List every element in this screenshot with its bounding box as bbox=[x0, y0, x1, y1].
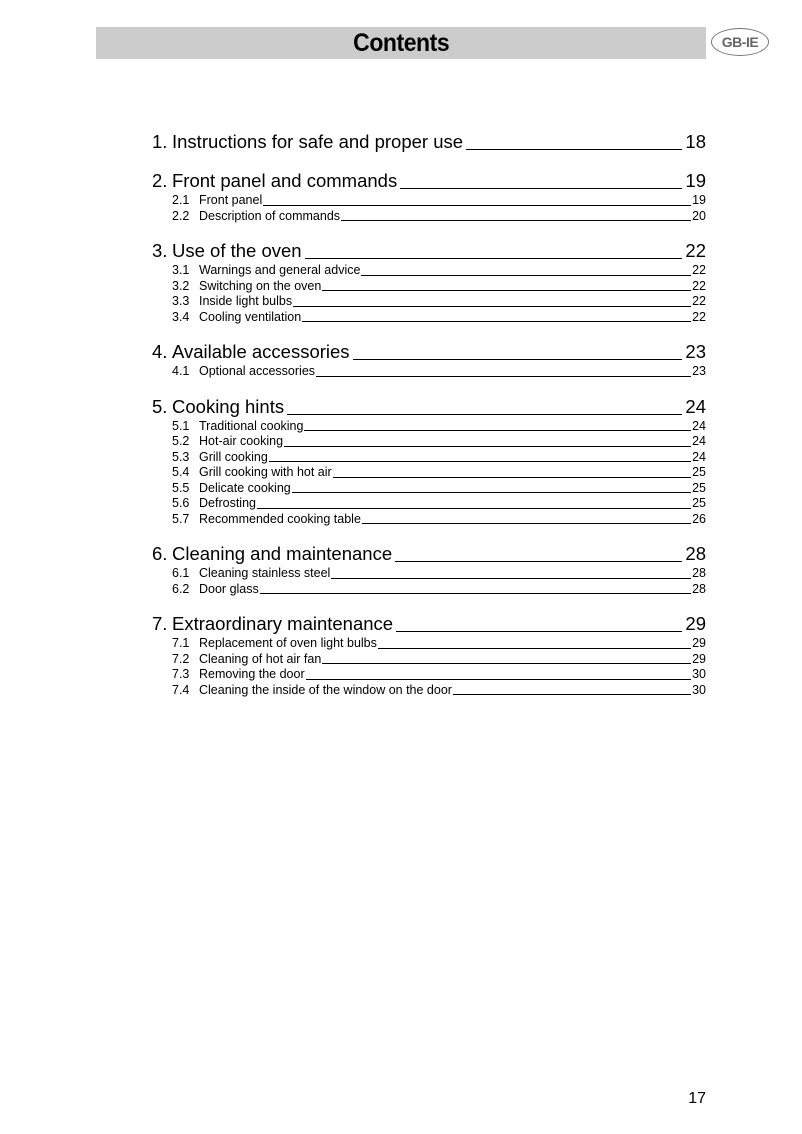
leader-line bbox=[362, 523, 691, 524]
entry-title: Extraordinary maintenance bbox=[172, 613, 394, 634]
toc-chapter-entry[interactable] bbox=[152, 612, 706, 636]
entry-title: Front panel and commands bbox=[172, 170, 398, 191]
leader-line bbox=[302, 321, 691, 322]
entry-number: 5. bbox=[152, 395, 168, 417]
toc-subsection-entry[interactable] bbox=[152, 193, 706, 209]
toc-section bbox=[152, 340, 706, 380]
leader-line bbox=[287, 414, 682, 415]
leader-line bbox=[257, 508, 691, 509]
toc-subsection-entry[interactable] bbox=[152, 652, 706, 668]
entry-number: 5.1 bbox=[172, 418, 190, 433]
entry-title: Optional accessories bbox=[199, 364, 316, 378]
entry-title: Warnings and general advice bbox=[199, 263, 361, 277]
entry-title: Cleaning the inside of the window on the door bbox=[199, 682, 452, 697]
entry-number: 5.3 bbox=[172, 449, 190, 464]
leader-line bbox=[316, 376, 691, 377]
leader-line bbox=[396, 631, 682, 632]
entry-title: Cleaning stainless steel bbox=[199, 566, 331, 580]
page-title: Contents bbox=[353, 28, 449, 57]
entry-title: Defrosting bbox=[199, 496, 256, 510]
entry-title: Hot-air cooking bbox=[199, 434, 284, 448]
entry-title: Traditional cooking bbox=[199, 418, 304, 433]
leader-line bbox=[306, 679, 691, 680]
toc-chapter-entry[interactable] bbox=[152, 130, 706, 154]
entry-number: 2.2 bbox=[172, 208, 190, 223]
toc-chapter-entry[interactable] bbox=[152, 542, 706, 566]
toc-section bbox=[152, 169, 706, 224]
entry-title: Front panel bbox=[199, 193, 263, 207]
leader-line bbox=[453, 694, 691, 695]
entry-page: 19 bbox=[685, 170, 706, 191]
toc-chapter-entry[interactable] bbox=[152, 395, 706, 419]
toc-section bbox=[152, 239, 706, 325]
leader-line bbox=[292, 492, 691, 493]
entry-page: 18 bbox=[685, 131, 706, 152]
page-number: 17 bbox=[688, 1090, 706, 1107]
toc-subsection-entry[interactable] bbox=[152, 683, 706, 699]
entry-page: 25 bbox=[692, 480, 706, 495]
entry-number: 6. bbox=[152, 543, 168, 564]
entry-number: 5.2 bbox=[172, 434, 190, 448]
entry-number: 5.5 bbox=[172, 480, 190, 495]
entry-page: 29 bbox=[685, 613, 706, 634]
entry-page: 22 bbox=[692, 278, 706, 293]
leader-line bbox=[322, 663, 691, 664]
entry-page: 24 bbox=[685, 395, 706, 417]
leader-line bbox=[395, 561, 682, 562]
entry-page: 28 bbox=[692, 581, 706, 596]
leader-line bbox=[260, 593, 691, 594]
leader-line bbox=[353, 359, 683, 360]
leader-line bbox=[304, 430, 691, 431]
entry-page: 30 bbox=[692, 667, 706, 681]
entry-page: 25 bbox=[692, 496, 706, 510]
entry-page: 28 bbox=[685, 543, 706, 564]
table-of-contents bbox=[152, 130, 706, 713]
leader-line bbox=[361, 275, 691, 276]
entry-number: 4. bbox=[152, 341, 168, 362]
toc-subsection-entry[interactable] bbox=[152, 263, 706, 279]
leader-line bbox=[263, 205, 691, 206]
entry-number: 7.3 bbox=[172, 667, 190, 681]
toc-subsection-entry[interactable] bbox=[152, 310, 706, 326]
entry-title: Cooling ventilation bbox=[199, 309, 302, 324]
entry-page: 29 bbox=[692, 651, 706, 666]
entry-title: Cooking hints bbox=[172, 395, 285, 417]
toc-subsection-entry[interactable] bbox=[152, 481, 706, 497]
entry-title: Removing the door bbox=[199, 667, 305, 681]
toc-subsection-entry[interactable] bbox=[152, 512, 706, 528]
entry-title: Use of the oven bbox=[172, 240, 302, 261]
toc-subsection-entry[interactable] bbox=[152, 450, 706, 466]
entry-title: Available accessories bbox=[172, 341, 350, 362]
toc-chapter-entry[interactable] bbox=[152, 340, 706, 364]
leader-line bbox=[466, 149, 682, 150]
entry-title: Switching on the oven bbox=[199, 278, 322, 293]
entry-number: 2. bbox=[152, 170, 168, 191]
entry-number: 7.2 bbox=[172, 651, 190, 666]
entry-title: Cleaning and maintenance bbox=[172, 543, 393, 564]
leader-line bbox=[333, 477, 691, 478]
leader-line bbox=[331, 578, 691, 579]
entry-number: 3.2 bbox=[172, 278, 190, 293]
toc-chapter-entry[interactable] bbox=[152, 169, 706, 193]
entry-number: 3.1 bbox=[172, 263, 190, 277]
entry-title: Grill cooking bbox=[199, 449, 268, 464]
toc-subsection-entry[interactable] bbox=[152, 294, 706, 310]
header-bar bbox=[96, 27, 706, 59]
toc-section bbox=[152, 612, 706, 698]
toc-subsection-entry[interactable] bbox=[152, 279, 706, 295]
entry-number: 3. bbox=[152, 240, 168, 261]
entry-number: 6.2 bbox=[172, 581, 190, 596]
entry-number: 5.7 bbox=[172, 511, 190, 526]
entry-page: 22 bbox=[692, 309, 706, 324]
entry-title: Instructions for safe and proper use bbox=[172, 131, 464, 152]
entry-number: 7.1 bbox=[172, 636, 190, 650]
leader-line bbox=[341, 220, 691, 221]
language-badge: GB-IE bbox=[711, 28, 769, 56]
entry-number: 7.4 bbox=[172, 682, 190, 697]
entry-page: 24 bbox=[692, 418, 706, 433]
entry-number: 3.4 bbox=[172, 309, 190, 324]
entry-number: 2.1 bbox=[172, 193, 190, 207]
toc-section bbox=[152, 130, 706, 154]
entry-page: 29 bbox=[692, 636, 706, 650]
entry-page: 20 bbox=[692, 208, 706, 223]
entry-title: Delicate cooking bbox=[199, 480, 291, 495]
entry-title: Inside light bulbs bbox=[199, 294, 293, 308]
entry-page: 30 bbox=[692, 682, 706, 697]
toc-subsection-entry[interactable] bbox=[152, 364, 706, 380]
toc-chapter-entry[interactable] bbox=[152, 239, 706, 263]
entry-title: Recommended cooking table bbox=[199, 511, 361, 526]
leader-line bbox=[322, 290, 691, 291]
entry-number: 5.6 bbox=[172, 496, 190, 510]
entry-title: Cleaning of hot air fan bbox=[199, 651, 322, 666]
toc-subsection-entry[interactable] bbox=[152, 636, 706, 652]
entry-number: 7. bbox=[152, 613, 168, 634]
entry-title: Grill cooking with hot air bbox=[199, 465, 332, 479]
leader-line bbox=[284, 446, 691, 447]
entry-page: 23 bbox=[692, 364, 706, 378]
entry-page: 22 bbox=[692, 263, 706, 277]
entry-title: Description of commands bbox=[199, 208, 341, 223]
entry-page: 22 bbox=[692, 294, 706, 308]
entry-title: Replacement of oven light bulbs bbox=[199, 636, 377, 650]
leader-line bbox=[305, 258, 683, 259]
toc-subsection-entry[interactable] bbox=[152, 566, 706, 582]
toc-section bbox=[152, 542, 706, 597]
leader-line bbox=[378, 648, 691, 649]
entry-page: 19 bbox=[692, 193, 706, 207]
entry-page: 28 bbox=[692, 566, 706, 580]
entry-page: 23 bbox=[685, 341, 706, 362]
toc-subsection-entry[interactable] bbox=[152, 419, 706, 435]
entry-page: 24 bbox=[692, 449, 706, 464]
toc-subsection-entry[interactable] bbox=[152, 496, 706, 512]
entry-page: 24 bbox=[692, 434, 706, 448]
entry-page: 25 bbox=[692, 465, 706, 479]
leader-line bbox=[400, 188, 682, 189]
entry-page: 22 bbox=[685, 240, 706, 261]
entry-title: Door glass bbox=[199, 581, 259, 596]
leader-line bbox=[293, 306, 691, 307]
toc-subsection-entry[interactable] bbox=[152, 465, 706, 481]
entry-number: 5.4 bbox=[172, 465, 190, 479]
entry-page: 26 bbox=[692, 511, 706, 526]
entry-number: 3.3 bbox=[172, 294, 190, 308]
toc-section bbox=[152, 395, 706, 528]
entry-number: 1. bbox=[152, 131, 168, 152]
leader-line bbox=[269, 461, 691, 462]
toc-subsection-entry[interactable] bbox=[152, 667, 706, 683]
entry-number: 4.1 bbox=[172, 364, 190, 378]
toc-subsection-entry[interactable] bbox=[152, 582, 706, 598]
toc-subsection-entry[interactable] bbox=[152, 209, 706, 225]
entry-number: 6.1 bbox=[172, 566, 190, 580]
toc-subsection-entry[interactable] bbox=[152, 434, 706, 450]
